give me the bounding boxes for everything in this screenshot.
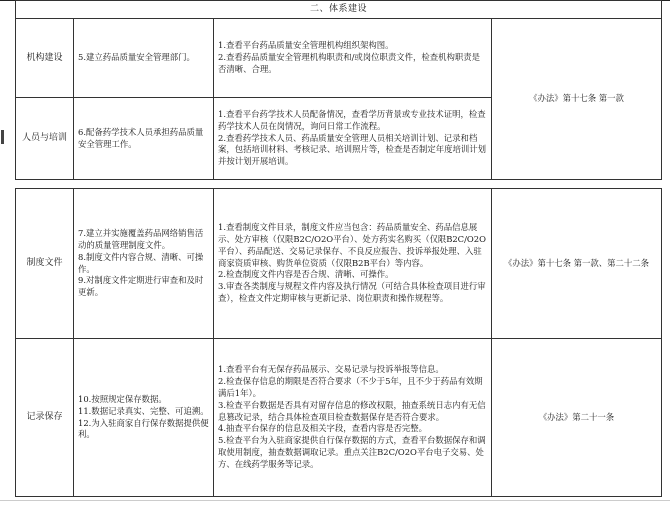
bottom-border <box>0 500 670 501</box>
requirement-item: 7.建立并实施覆盖药品网络销售活动的质量管理制度文件。 <box>78 227 204 250</box>
check-list-staff <box>214 98 492 180</box>
check-item: 2.检查保存信息的期限是否符合要求（不少于5年，且不少于药品有效期满后1年）。 <box>218 375 483 398</box>
system-table-upper <box>15 0 662 180</box>
requirement-item: 12.为入驻商家自行保存数据提供便利。 <box>78 417 209 440</box>
requirement-5: 5.建立药品质量安全管理部门。 <box>74 19 214 98</box>
check-item: 2.检查制度文件内容是否合规、清晰、可操作。 <box>218 269 394 280</box>
requirement-6: 6.配备药学技术人员承担药品质量安全管理工作。 <box>74 98 214 180</box>
table-row <box>16 189 662 339</box>
check-item: 2.查看药学技术人员、药品质量安全管理人员相关培训计划、记录和档案，包括培训材料、考核记录、培训照片等，检查是否制定年度培训计划并按计划开展培训。 <box>218 132 486 167</box>
category-docs: 制度文件 <box>16 189 74 339</box>
requirement-list-records <box>74 339 214 497</box>
system-table-lower <box>15 188 662 497</box>
section-heading: 二、体系建设 <box>16 1 662 19</box>
requirement-list-docs <box>74 189 214 339</box>
table-row <box>16 19 662 98</box>
law-reference-3: 《办法》第二十一条 <box>492 339 662 497</box>
requirement-item: 8.制度文件内容合规、清晰、可操作。 <box>78 251 204 274</box>
check-item: 1.查看平台药学技术人员配备情况，查看学历背景或专业技术证明，检查药学技术人员在岗情况，询问日常工作流程。 <box>218 108 486 131</box>
check-item: 4.抽查平台保存的信息及相关字段，查看内容是否完整。 <box>218 423 427 434</box>
requirement-item: 10.按照规定保存数据。 <box>78 393 167 404</box>
check-item: 2.查看药品质量安全管理机构职责和/或岗位职责文件，检查机构职责是否清晰、合理。 <box>218 52 481 74</box>
check-list-records <box>214 339 492 497</box>
check-list-org <box>214 19 492 98</box>
check-item: 1.查看平台药品质量安全管理机构组织架构图。 <box>218 40 394 51</box>
table-row <box>16 339 662 497</box>
requirement-item: 9.对制度文件定期进行审查和及时更新。 <box>78 275 204 298</box>
page-edge-mark <box>1 130 4 144</box>
check-item: 3.检查平台数据是否具有对留存信息的修改权限，抽查系统日志内有无信息篡改记录，结合具体检查项目检查数据保存是否符合要求。 <box>218 399 486 422</box>
check-item: 1.查看制度文件目录，制度文件应当包含：药品质量安全、药品信息展示、处方审核（仅限B2C/O2O平台）、处方药实名购买（仅限B2C/O2O平台）、药品配送、交易记录保存、不良反应报告、投诉举报处理、入驻商家资质审核、购货单位资质（仅限B2B平台）等内容。 <box>218 221 486 268</box>
category-org: 机构建设 <box>16 19 74 98</box>
category-records: 记录保存 <box>16 339 74 497</box>
law-reference-1: 《办法》第十七条 第一款 <box>492 19 662 180</box>
check-list-docs <box>214 189 492 339</box>
check-item: 1.查看平台有无保存药品展示、交易记录与投诉举报等信息。 <box>218 363 444 374</box>
check-item: 3.审查各类制度与规程文件内容及执行情况（可结合具体检查项目进行审查），检查文件定期审核与更新记录、岗位职责和操作规程等。 <box>218 281 486 304</box>
check-item: 5.检查平台为入驻商家提供自行保存数据的方式，查看平台数据保存和调取使用制度，抽查数据调取记录。重点关注B2C/O2O平台电子交易、处方、在线药学服务等记录。 <box>218 435 486 470</box>
category-staff: 人员与培训 <box>16 98 74 180</box>
law-reference-2: 《办法》第十七条 第一款、第二十二条 <box>492 189 662 339</box>
requirement-item: 11.数据记录真实、完整、可追溯。 <box>78 405 209 416</box>
